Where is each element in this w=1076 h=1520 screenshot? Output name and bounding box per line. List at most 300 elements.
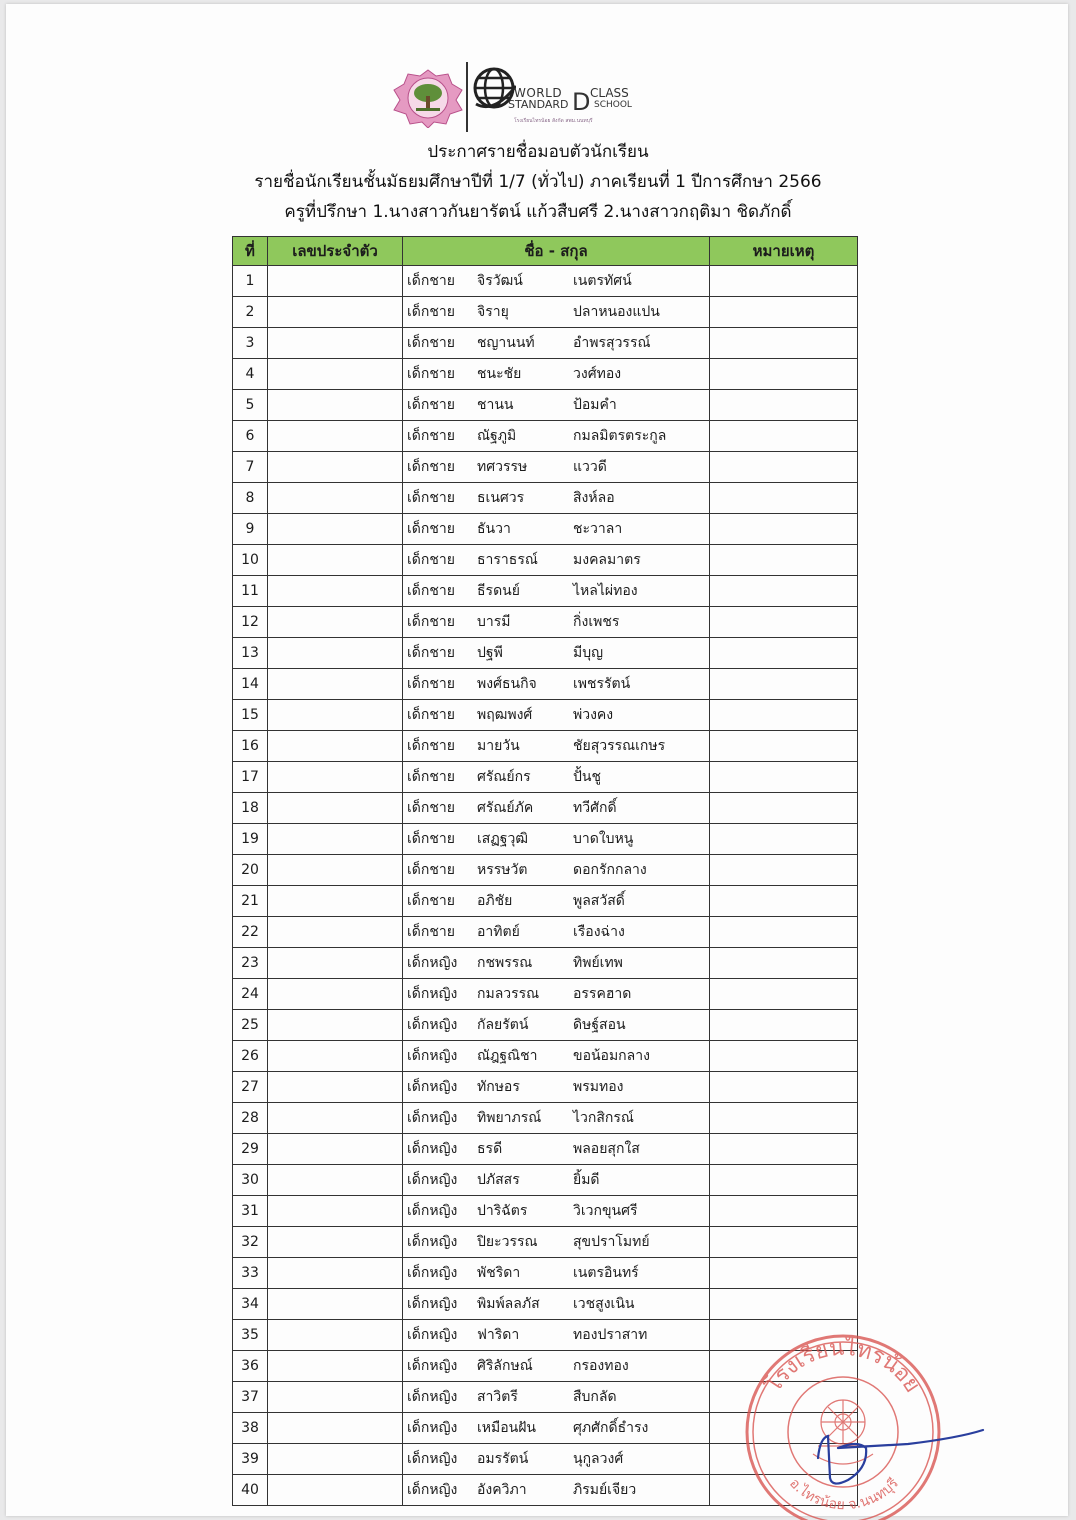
first-name: อภิชัย <box>477 893 513 909</box>
student-id-cell <box>268 421 403 452</box>
row-number: 36 <box>233 1351 268 1382</box>
table-row <box>233 328 858 359</box>
row-number: 31 <box>233 1196 268 1227</box>
advisors-line: ครูที่ปรึกษา 1.นางสาวกันยารัตน์ แก้วสืบศรี 2.นางสาวกฤติมา ชิดภักดิ์ <box>284 202 792 222</box>
table-row <box>233 762 858 793</box>
student-name-cell <box>403 669 710 700</box>
table-row <box>233 1289 858 1320</box>
last-name: ทองปราสาท <box>573 1327 648 1343</box>
remarks-cell <box>710 793 858 824</box>
student-id-cell <box>268 669 403 700</box>
name-prefix: เด็กชาย <box>407 397 455 413</box>
name-prefix: เด็กชาย <box>407 645 455 661</box>
table-row <box>233 1103 858 1134</box>
student-id-cell <box>268 793 403 824</box>
student-name-cell <box>403 1382 710 1413</box>
student-name-cell <box>403 948 710 979</box>
last-name: อำพรสุวรรณ์ <box>573 335 651 351</box>
last-name: กรองทอง <box>573 1358 629 1374</box>
wcss-standard-text: STANDARD <box>508 98 569 111</box>
student-name-cell <box>403 1010 710 1041</box>
name-prefix: เด็กชาย <box>407 831 455 847</box>
last-name: ชัยสุวรรณเกษร <box>573 738 666 754</box>
table-row <box>233 266 858 297</box>
student-name-cell <box>403 452 710 483</box>
last-name: ทิพย์เทพ <box>573 955 623 971</box>
student-id-cell <box>268 514 403 545</box>
table-row <box>233 390 858 421</box>
name-prefix: เด็กหญิง <box>407 1172 458 1188</box>
first-name: ธีรดนย์ <box>477 583 520 599</box>
row-number: 10 <box>233 545 268 576</box>
table-row <box>233 917 858 948</box>
first-name: เสฏฐวุฒิ <box>477 831 528 847</box>
row-number: 30 <box>233 1165 268 1196</box>
student-id-cell <box>268 1258 403 1289</box>
first-name: ปาริฉัตร <box>477 1203 528 1219</box>
student-name-cell <box>403 917 710 948</box>
student-id-cell <box>268 762 403 793</box>
row-number: 23 <box>233 948 268 979</box>
student-id-cell <box>268 824 403 855</box>
row-number: 4 <box>233 359 268 390</box>
remarks-cell <box>710 1227 858 1258</box>
last-name: ปลาหนองแปน <box>573 304 660 320</box>
row-number: 34 <box>233 1289 268 1320</box>
last-name: มีบุญ <box>573 645 604 661</box>
student-name-cell <box>403 979 710 1010</box>
name-prefix: เด็กชาย <box>407 800 455 816</box>
remarks-cell <box>710 1165 858 1196</box>
first-name: ปฐพี <box>477 645 503 661</box>
table-row <box>233 700 858 731</box>
first-name: ฟาริดา <box>477 1327 520 1343</box>
name-prefix: เด็กชาย <box>407 614 455 630</box>
last-name: ยิ้มดี <box>573 1172 600 1188</box>
last-name: เนตรทัศน์ <box>573 273 632 289</box>
row-number: 3 <box>233 328 268 359</box>
remarks-cell <box>710 1041 858 1072</box>
name-prefix: เด็กชาย <box>407 707 455 723</box>
name-prefix: เด็กชาย <box>407 552 455 568</box>
table-header-row <box>233 237 858 266</box>
table-row <box>233 669 858 700</box>
student-id-cell <box>268 855 403 886</box>
first-name: จิรายุ <box>477 304 509 320</box>
row-number: 9 <box>233 514 268 545</box>
first-name: กชพรรณ <box>477 955 533 971</box>
remarks-cell <box>710 1134 858 1165</box>
name-prefix: เด็กหญิง <box>407 1358 458 1374</box>
name-prefix: เด็กหญิง <box>407 1234 458 1250</box>
name-prefix: เด็กชาย <box>407 459 455 475</box>
last-name: พลอยสุกใส <box>573 1141 640 1157</box>
student-name-cell <box>403 545 710 576</box>
table-row <box>233 948 858 979</box>
student-name-cell <box>403 1227 710 1258</box>
table-body <box>233 266 858 1506</box>
first-name: ธาราธรณ์ <box>477 552 538 568</box>
table-row <box>233 793 858 824</box>
student-id-cell <box>268 297 403 328</box>
table-row <box>233 1072 858 1103</box>
world-class-standard-school-logo <box>472 62 652 134</box>
last-name: พูลสวัสดิ์ <box>573 893 625 909</box>
row-number: 2 <box>233 297 268 328</box>
table-row <box>233 886 858 917</box>
remarks-cell <box>710 948 858 979</box>
table-row <box>233 1134 858 1165</box>
table-row <box>233 452 858 483</box>
last-name: ดอกรักกลาง <box>573 862 647 878</box>
svg-text:โรงเรียนไทรน้อย <box>760 1335 925 1397</box>
first-name: จิรวัฒน์ <box>477 273 523 289</box>
name-prefix: เด็กชาย <box>407 490 455 506</box>
row-number: 35 <box>233 1320 268 1351</box>
signature <box>808 1418 988 1498</box>
student-name-cell <box>403 793 710 824</box>
last-name: เนตรอินทร์ <box>573 1265 639 1281</box>
row-number: 27 <box>233 1072 268 1103</box>
student-id-cell <box>268 390 403 421</box>
name-prefix: เด็กหญิง <box>407 1482 458 1498</box>
first-name: หรรษวัต <box>477 862 528 878</box>
student-id-cell <box>268 1010 403 1041</box>
name-prefix: เด็กหญิง <box>407 1017 458 1033</box>
student-name-cell <box>403 855 710 886</box>
student-id-cell <box>268 359 403 390</box>
student-id-cell <box>268 452 403 483</box>
student-id-cell <box>268 1072 403 1103</box>
first-name: เหมือนฝัน <box>477 1420 536 1436</box>
column-header-remarks: หมายเหตุ <box>710 237 858 266</box>
column-header-name: ชื่อ - สกุล <box>403 237 710 266</box>
remarks-cell <box>710 824 858 855</box>
student-name-cell <box>403 514 710 545</box>
first-name: อาทิตย์ <box>477 924 520 940</box>
last-name: พรมทอง <box>573 1079 624 1095</box>
first-name: ทศวรรษ <box>477 459 528 475</box>
student-name-cell <box>403 1103 710 1134</box>
remarks-cell <box>710 545 858 576</box>
remarks-cell <box>710 359 858 390</box>
column-header-number: ที่ <box>233 237 268 266</box>
student-id-cell <box>268 607 403 638</box>
table-row <box>233 979 858 1010</box>
remarks-cell <box>710 514 858 545</box>
last-name: กมลมิตรตระกูล <box>573 428 667 444</box>
last-name: ภิรมย์เจียว <box>573 1482 637 1498</box>
student-id-cell <box>268 1444 403 1475</box>
first-name: ศิริลักษณ์ <box>477 1358 533 1374</box>
row-number: 24 <box>233 979 268 1010</box>
student-name-cell <box>403 421 710 452</box>
remarks-cell <box>710 731 858 762</box>
page-subtitle: รายชื่อนักเรียนชั้นมัธยมศึกษาปีที่ 1/7 (ทั่วไป) ภาคเรียนที่ 1 ปีการศึกษา 2566 <box>254 172 822 192</box>
student-name-cell <box>403 1351 710 1382</box>
student-id-cell <box>268 638 403 669</box>
row-number: 7 <box>233 452 268 483</box>
last-name: ขอน้อมกลาง <box>573 1048 650 1064</box>
last-name: ปั้นชู <box>573 769 601 785</box>
name-prefix: เด็กหญิง <box>407 1079 458 1095</box>
name-prefix: เด็กชาย <box>407 676 455 692</box>
column-header-student-id: เลขประจำตัว <box>268 237 403 266</box>
student-id-cell <box>268 731 403 762</box>
row-number: 14 <box>233 669 268 700</box>
logo-divider <box>466 62 468 132</box>
last-name: แววดี <box>573 459 607 475</box>
name-prefix: เด็กหญิง <box>407 1420 458 1436</box>
last-name: วงศ์ทอง <box>573 366 622 382</box>
row-number: 21 <box>233 886 268 917</box>
student-name-cell <box>403 576 710 607</box>
table-row <box>233 855 858 886</box>
last-name: นุกูลวงศ์ <box>573 1451 624 1467</box>
row-number: 25 <box>233 1010 268 1041</box>
remarks-cell <box>710 1289 858 1320</box>
student-id-cell <box>268 886 403 917</box>
student-id-cell <box>268 1227 403 1258</box>
remarks-cell <box>710 390 858 421</box>
row-number: 38 <box>233 1413 268 1444</box>
last-name: อรรคฮาด <box>573 986 632 1002</box>
wcss-d-letter: D <box>572 88 591 116</box>
student-name-cell <box>403 266 710 297</box>
first-name: พงศ์ธนกิจ <box>477 676 537 692</box>
name-prefix: เด็กหญิง <box>407 1451 458 1467</box>
student-name-cell <box>403 328 710 359</box>
student-id-cell <box>268 1475 403 1506</box>
name-prefix: เด็กชาย <box>407 583 455 599</box>
remarks-cell <box>710 1103 858 1134</box>
student-name-cell <box>403 1134 710 1165</box>
first-name: ชานน <box>477 397 514 413</box>
row-number: 8 <box>233 483 268 514</box>
first-name: พฤฒพงศ์ <box>477 707 533 723</box>
remarks-cell <box>710 669 858 700</box>
first-name: อังควิภา <box>477 1482 527 1498</box>
remarks-cell <box>710 1258 858 1289</box>
student-id-cell <box>268 948 403 979</box>
remarks-cell <box>710 297 858 328</box>
row-number: 20 <box>233 855 268 886</box>
row-number: 29 <box>233 1134 268 1165</box>
logo-area <box>392 62 652 134</box>
table-row <box>233 545 858 576</box>
row-number: 11 <box>233 576 268 607</box>
student-id-cell <box>268 1103 403 1134</box>
row-number: 18 <box>233 793 268 824</box>
student-name-cell <box>403 483 710 514</box>
first-name: ศรัณย์กร <box>477 769 531 785</box>
remarks-cell <box>710 762 858 793</box>
remarks-cell <box>710 421 858 452</box>
row-number: 6 <box>233 421 268 452</box>
student-table <box>232 236 858 1506</box>
student-name-cell <box>403 1320 710 1351</box>
student-name-cell <box>403 824 710 855</box>
last-name: ไหลไผ่ทอง <box>573 583 638 599</box>
last-name: วิเวกขุนศรี <box>573 1203 638 1219</box>
table-row <box>233 1165 858 1196</box>
table-row <box>233 638 858 669</box>
name-prefix: เด็กหญิง <box>407 1141 458 1157</box>
student-name-cell <box>403 1041 710 1072</box>
row-number: 19 <box>233 824 268 855</box>
remarks-cell <box>710 855 858 886</box>
remarks-cell <box>710 328 858 359</box>
student-name-cell <box>403 1413 710 1444</box>
first-name: ชนะชัย <box>477 366 522 382</box>
name-prefix: เด็กชาย <box>407 428 455 444</box>
table-row <box>233 576 858 607</box>
name-prefix: เด็กหญิง <box>407 955 458 971</box>
remarks-cell <box>710 576 858 607</box>
first-name: ธันวา <box>477 521 511 537</box>
name-prefix: เด็กชาย <box>407 366 455 382</box>
row-number: 22 <box>233 917 268 948</box>
last-name: กิ่งเพชร <box>573 614 620 630</box>
first-name: ชญานนท์ <box>477 335 535 351</box>
last-name: ป้อมคำ <box>573 397 617 413</box>
stamp-bottom-text: อ.ไทรน้อย จ.นนทบุรี <box>786 1475 902 1514</box>
remarks-cell <box>710 638 858 669</box>
row-number: 12 <box>233 607 268 638</box>
name-prefix: เด็กหญิง <box>407 986 458 1002</box>
last-name: พ่วงคง <box>573 707 614 723</box>
row-number: 32 <box>233 1227 268 1258</box>
table-row <box>233 483 858 514</box>
student-id-cell <box>268 1289 403 1320</box>
remarks-cell <box>710 700 858 731</box>
student-id-cell <box>268 1413 403 1444</box>
student-id-cell <box>268 1196 403 1227</box>
name-prefix: เด็กชาย <box>407 862 455 878</box>
remarks-cell <box>710 979 858 1010</box>
remarks-cell <box>710 607 858 638</box>
last-name: สิงห์ลอ <box>573 490 615 506</box>
first-name: พัชริดา <box>477 1265 521 1281</box>
stamp-top-text: โรงเรียนไทรน้อย <box>761 1335 925 1398</box>
row-number: 28 <box>233 1103 268 1134</box>
table-row <box>233 731 858 762</box>
row-number: 39 <box>233 1444 268 1475</box>
page-title: ประกาศรายชื่อมอบตัวนักเรียน <box>427 142 649 162</box>
name-prefix: เด็กชาย <box>407 924 455 940</box>
wcss-class-text: CLASS <box>590 86 629 100</box>
student-name-cell <box>403 1165 710 1196</box>
row-number: 33 <box>233 1258 268 1289</box>
name-prefix: เด็กหญิง <box>407 1048 458 1064</box>
remarks-cell <box>710 917 858 948</box>
student-id-cell <box>268 1134 403 1165</box>
student-name-cell <box>403 607 710 638</box>
name-prefix: เด็กชาย <box>407 273 455 289</box>
last-name: ศุภศักดิ์ธำรง <box>573 1420 649 1436</box>
last-name: ดิษฐ์สอน <box>573 1017 626 1033</box>
student-id-cell <box>268 1041 403 1072</box>
name-prefix: เด็กชาย <box>407 738 455 754</box>
table-row <box>233 1258 858 1289</box>
student-id-cell <box>268 1165 403 1196</box>
last-name: สืบกลัด <box>573 1389 617 1405</box>
name-prefix: เด็กหญิง <box>407 1110 458 1126</box>
student-id-cell <box>268 266 403 297</box>
table-row <box>233 607 858 638</box>
name-prefix: เด็กชาย <box>407 521 455 537</box>
remarks-cell <box>710 886 858 917</box>
table-row <box>233 421 858 452</box>
student-name-cell <box>403 731 710 762</box>
last-name: เวชสูงเนิน <box>573 1296 635 1312</box>
first-name: มายวัน <box>477 738 520 754</box>
remarks-cell <box>710 1010 858 1041</box>
last-name: ไวกสิกรณ์ <box>573 1110 634 1126</box>
name-prefix: เด็กหญิง <box>407 1389 458 1405</box>
student-id-cell <box>268 700 403 731</box>
name-prefix: เด็กชาย <box>407 304 455 320</box>
row-number: 40 <box>233 1475 268 1506</box>
wcss-world-text: WORLD <box>514 86 563 100</box>
name-prefix: เด็กชาย <box>407 769 455 785</box>
last-name: เพชรรัตน์ <box>573 676 631 692</box>
remarks-cell <box>710 1196 858 1227</box>
table-row <box>233 359 858 390</box>
student-name-cell <box>403 700 710 731</box>
wcss-school-text: SCHOOL <box>594 100 632 110</box>
first-name: อมรรัตน์ <box>477 1451 529 1467</box>
first-name: ทิพยาภรณ์ <box>477 1110 542 1126</box>
student-name-cell <box>403 762 710 793</box>
name-prefix: เด็กหญิง <box>407 1265 458 1281</box>
table-row <box>233 514 858 545</box>
row-number: 15 <box>233 700 268 731</box>
student-name-cell <box>403 297 710 328</box>
student-id-cell <box>268 545 403 576</box>
student-id-cell <box>268 483 403 514</box>
table-row <box>233 1196 858 1227</box>
remarks-cell <box>710 483 858 514</box>
last-name: บาดใบหนู <box>573 831 634 847</box>
student-id-cell <box>268 328 403 359</box>
last-name: สุขปราโมทย์ <box>573 1234 650 1250</box>
first-name: พิมพ์ลลภัส <box>477 1296 540 1312</box>
last-name: เรืองฉ่าง <box>573 924 625 940</box>
row-number: 1 <box>233 266 268 297</box>
first-name: ณัฎฐณิชา <box>477 1048 538 1064</box>
name-prefix: เด็กหญิง <box>407 1296 458 1312</box>
last-name: ทวีศักดิ์ <box>573 800 617 816</box>
student-name-cell <box>403 359 710 390</box>
wcss-tagline: โรงเรียนไทรน้อย สังกัด สพม.นนทบุรี <box>514 118 593 124</box>
student-id-cell <box>268 917 403 948</box>
first-name: ณัฐภูมิ <box>477 428 517 444</box>
student-id-cell <box>268 1351 403 1382</box>
student-name-cell <box>403 1258 710 1289</box>
first-name: ธเนศวร <box>477 490 525 506</box>
name-prefix: เด็กหญิง <box>407 1327 458 1343</box>
row-number: 37 <box>233 1382 268 1413</box>
student-name-cell <box>403 1072 710 1103</box>
row-number: 17 <box>233 762 268 793</box>
student-name-cell <box>403 1289 710 1320</box>
first-name: สาวิตรี <box>477 1389 518 1405</box>
remarks-cell <box>710 1072 858 1103</box>
student-name-cell <box>403 1475 710 1506</box>
last-name: มงคลมาตร <box>573 552 641 568</box>
first-name: ปภัสสร <box>477 1172 520 1188</box>
